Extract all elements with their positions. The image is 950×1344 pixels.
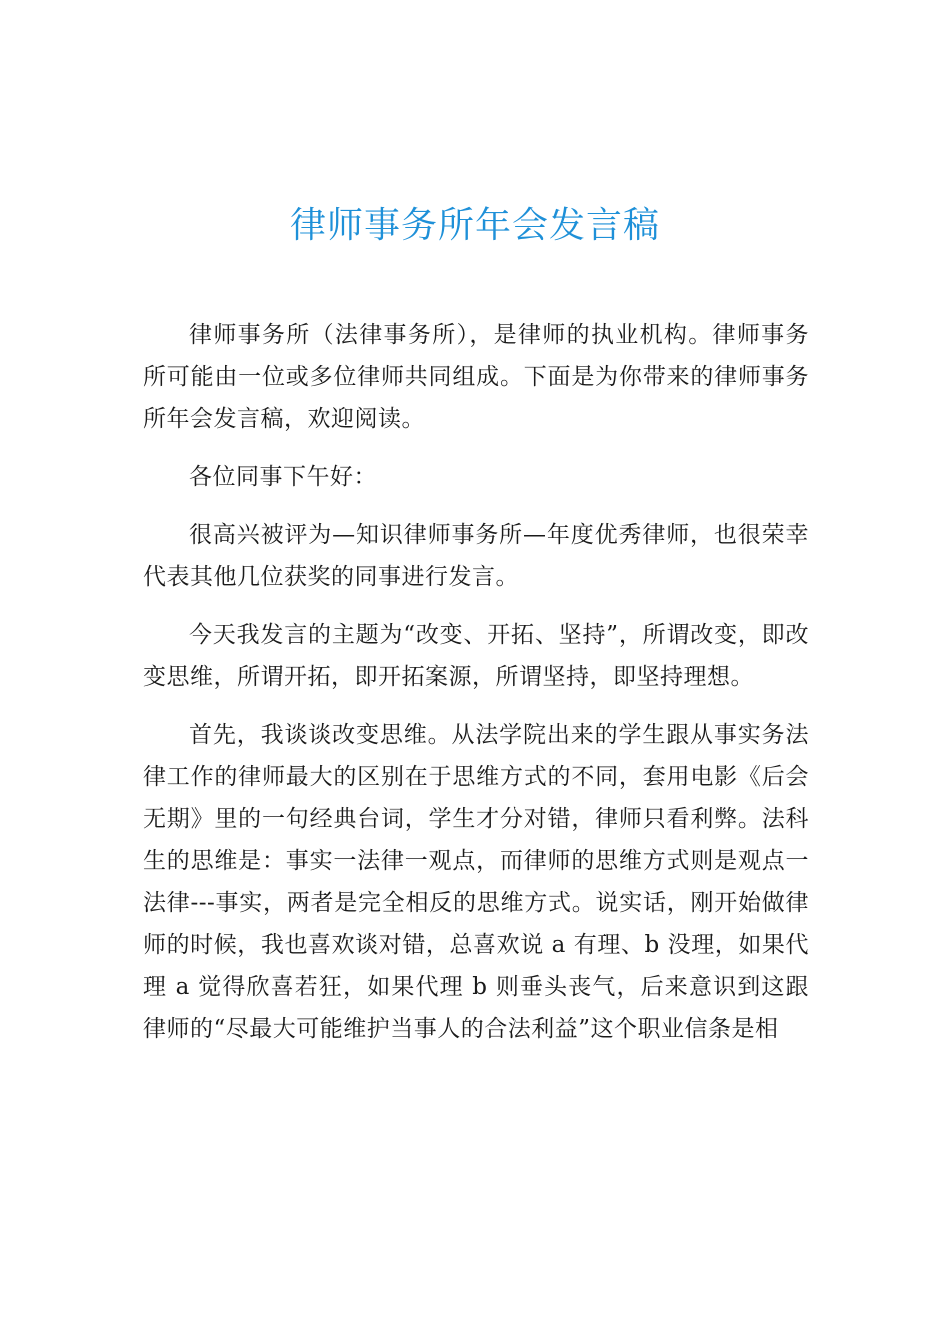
theme-paragraph: 今天我发言的主题为“改变、开拓、坚持”，所谓改变，即改变思维，所谓开拓，即开拓案源，所谓坚持，即坚持理想。 [143,622,809,690]
greeting-paragraph: 各位同事下午好： [189,464,377,490]
award-paragraph: 很高兴被评为—知识律师事务所—年度优秀律师，也很荣幸代表其他几位获奖的同事进行发言。 [143,522,809,590]
document-title: 律师事务所年会发言稿 [289,205,660,246]
document-body [143,314,809,1066]
thinking-paragraph: 首先，我谈谈改变思维。从法学院出来的学生跟从事实务法律工作的律师最大的区别在于思维方式的不同，套用电影《后会无期》里的一句经典台词，学生才分对错，律师只看利弊。法科生的思维是：事实一法律一观点，而律师的思维方式则是观点一法律---事实，两者是完全相反的思维方式。说实话，刚开始做律师的时候，我也喜欢谈对错，总喜欢说 a 有理、b 没理，如果代理 a 觉得欣喜若狂，如果代理 b 则垂头丧气，后来意识到这跟律师的“尽最大可能维护当事人的合法利益”这个职业信条是相 [143,722,809,1042]
intro-paragraph: 律师事务所（法律事务所），是律师的执业机构。律师事务所可能由一位或多位律师共同组成。下面是为你带来的律师事务所年会发言稿，欢迎阅读。 [143,322,809,432]
